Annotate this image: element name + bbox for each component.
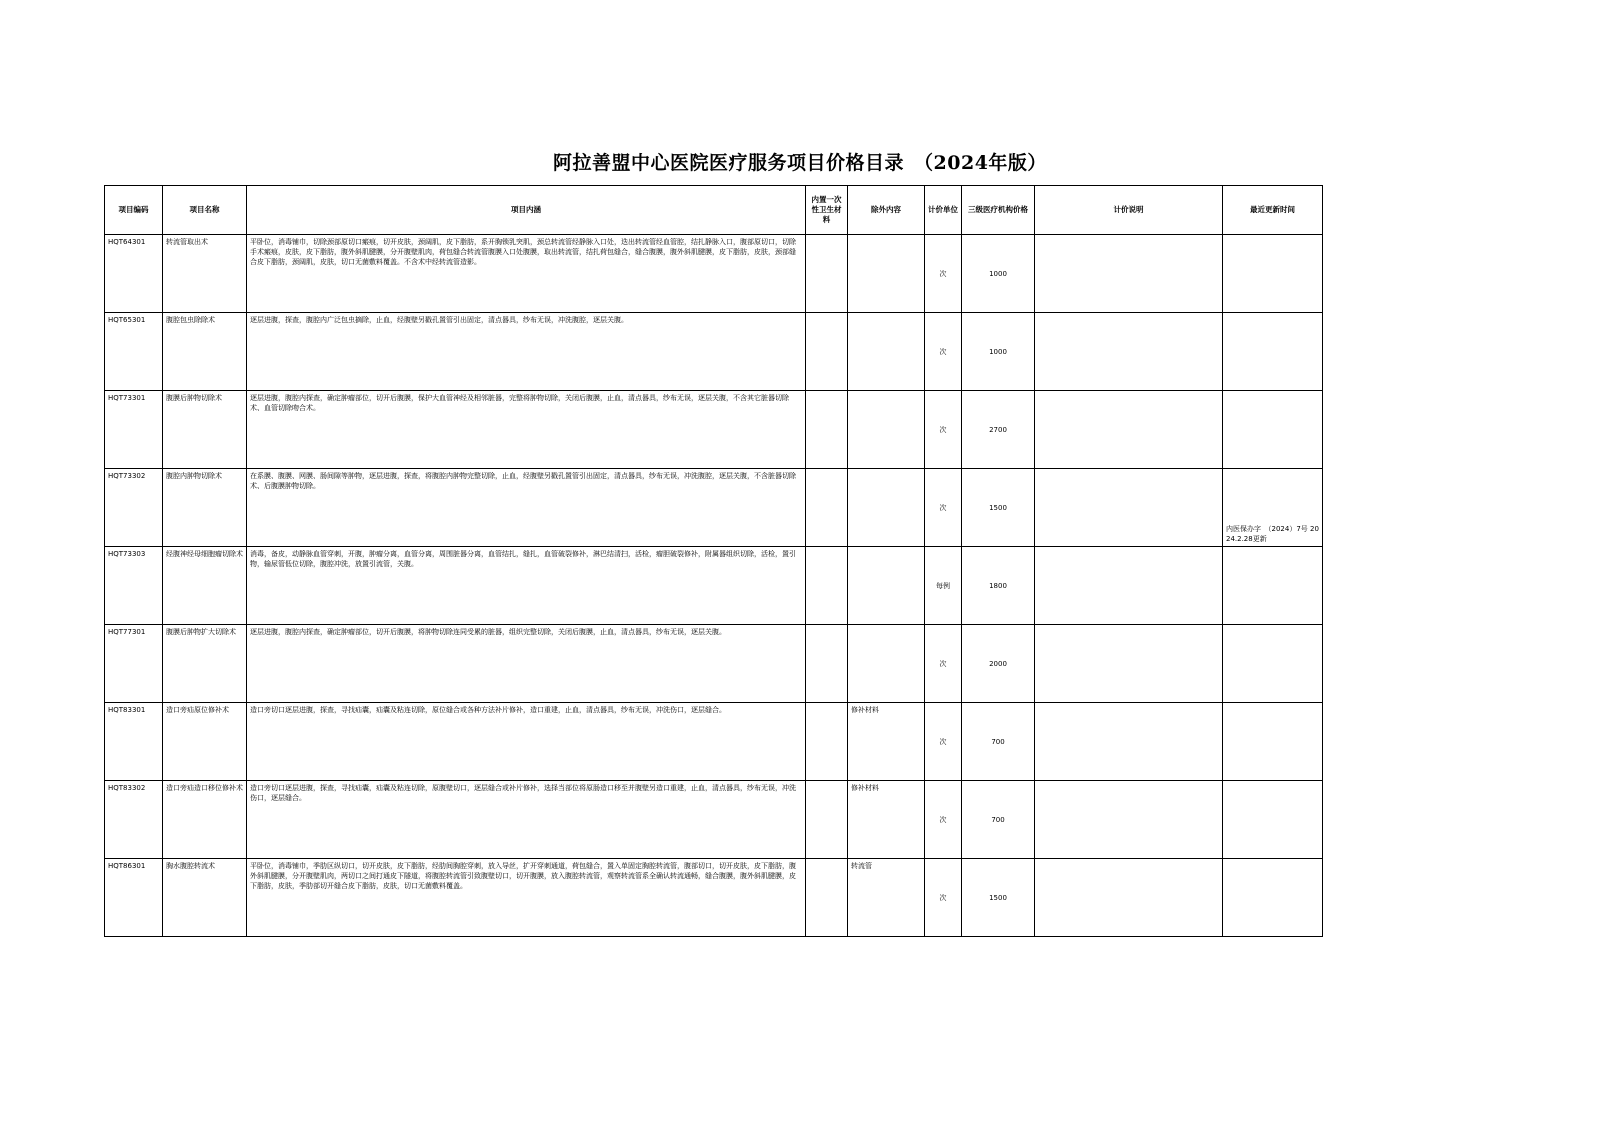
cell-excluded (848, 469, 925, 547)
cell-updated (1223, 235, 1323, 313)
cell-content: 逐层进腹，腹腔内探查，确定肿瘤部位，切开后腹膜，将肿物切除连同受累的脏器，组织完整切除，关闭后腹膜，止血，清点器具，纱布无误，逐层关腹。 (247, 625, 806, 703)
cell-disposable (806, 781, 848, 859)
cell-pricing-note (1035, 235, 1223, 313)
cell-updated (1223, 391, 1323, 469)
cell-unit: 次 (925, 781, 962, 859)
cell-content: 消毒，备皮，动静脉血管穿刺，开腹，肿瘤分离，血管分离，周围脏器分离，血管结扎，缝扎，血管破裂修补，淋巴结清扫，活检，瘤胆破裂修补，附属器组织切除，活检，置引物，输尿管低位切除，腹腔冲洗，放置引流管，关腹。 (247, 547, 806, 625)
table-row (105, 859, 1323, 937)
cell-pricing-note (1035, 859, 1223, 937)
cell-unit: 次 (925, 859, 962, 937)
cell-name: 转流管取出术 (163, 235, 247, 313)
cell-updated (1223, 625, 1323, 703)
table-header-row (105, 186, 1323, 235)
table-row (105, 781, 1323, 859)
cell-price: 700 (962, 781, 1035, 859)
cell-content: 平卧位，消毒铺巾，季肋区纵切口，切开皮肤，皮下脂肪，经肋间胸腔穿刺，放入导丝，扩开穿刺通道，荷包缝合，置入单固定胸腔转流管，腹部切口，切开皮肤，皮下脂肪，腹外斜肌腱膜，分开腹壁肌肉，两切口之间打通皮下隧道，将腹腔转流管引致腹壁切口，切开腹膜，放入腹腔转流管，观察转流管系全确认转流通畅，缝合腹膜，腹外斜肌腱膜，皮下脂肪，皮肤，季肋部切开缝合皮下脂肪，皮肤，切口无菌敷料覆盖。 (247, 859, 806, 937)
cell-disposable (806, 313, 848, 391)
cell-content: 逐层进腹，腹腔内探查，确定肿瘤部位，切开后腹膜，保护大血管神经及相邻脏器，完整将肿物切除，关闭后腹膜，止血，清点器具，纱布无误，逐层关腹，不含其它脏器切除术、血管切除吻合术。 (247, 391, 806, 469)
cell-excluded (848, 625, 925, 703)
cell-code: HQT73301 (105, 391, 163, 469)
header-pricing-note: 计价说明 (1035, 186, 1223, 235)
cell-content: 平卧位，消毒铺巾，切除颈部原切口瘢痕，切开皮肤，颈阔肌，皮下脂肪，系开胸锁乳突肌，颈总转流管经静脉入口处，迭出转流管经血管腔，结扎静脉入口，腹部原切口，切除手术瘢痕，皮肤，皮下脂肪，腹外斜肌腱膜，分开腹壁肌肉，荷包缝合转流管腹膜入口处腹膜，取出转流管，结扎荷包缝合，缝合腹膜，腹外斜肌腱膜，皮下脂肪，皮肤，颈部缝合皮下脂肪，颈阔肌，皮肤，切口无菌敷料覆盖。不含术中经转流管造影。 (247, 235, 806, 313)
cell-updated: 内医保办字 （2024）7号 2024.2.28更新 (1223, 469, 1323, 547)
cell-name: 胸水腹腔转流术 (163, 859, 247, 937)
cell-disposable (806, 235, 848, 313)
cell-price: 700 (962, 703, 1035, 781)
cell-price: 1500 (962, 469, 1035, 547)
cell-updated (1223, 547, 1323, 625)
cell-unit: 次 (925, 469, 962, 547)
cell-unit: 次 (925, 313, 962, 391)
cell-pricing-note (1035, 469, 1223, 547)
cell-price: 2000 (962, 625, 1035, 703)
cell-pricing-note (1035, 391, 1223, 469)
cell-disposable (806, 625, 848, 703)
header-price: 三级医疗机构价格 (962, 186, 1035, 235)
cell-updated (1223, 703, 1323, 781)
cell-code: HQT83301 (105, 703, 163, 781)
page-title: 阿拉善盟中心医院医疗服务项目价格目录 （2024年版） (553, 152, 1047, 174)
cell-updated (1223, 859, 1323, 937)
header-content: 项目内涵 (247, 186, 806, 235)
header-unit: 计价单位 (925, 186, 962, 235)
cell-excluded (848, 547, 925, 625)
cell-excluded (848, 391, 925, 469)
table-row (105, 625, 1323, 703)
cell-name: 腹膜后肿物切除术 (163, 391, 247, 469)
cell-unit: 次 (925, 625, 962, 703)
cell-unit: 每例 (925, 547, 962, 625)
cell-content: 在系膜、腹膜、网膜、肠间隙等肿物，逐层进腹，探查，将腹腔内肿物完整切除，止血，经腹壁另戳孔置管引出固定，清点器具，纱布无误，冲洗腹腔，逐层关腹，不含脏器切除术、后腹膜肿物切除。 (247, 469, 806, 547)
price-table (104, 185, 1323, 937)
header-excluded: 除外内容 (848, 186, 925, 235)
cell-name: 腹膜后肿物扩大切除术 (163, 625, 247, 703)
cell-content: 造口旁切口逐层进腹，探查，寻找疝囊，疝囊及粘连切除，原位缝合或各种方法补片修补，造口重建，止血，清点器具，纱布无误，冲洗伤口，逐层缝合。 (247, 703, 806, 781)
cell-unit: 次 (925, 703, 962, 781)
cell-content: 逐层进腹，探查，腹腔内广泛包虫摘除，止血，经腹壁另戳孔置管引出固定，清点器具，纱布无误，冲洗腹腔，逐层关腹。 (247, 313, 806, 391)
table-row (105, 469, 1323, 547)
cell-unit: 次 (925, 235, 962, 313)
cell-pricing-note (1035, 703, 1223, 781)
cell-name: 腹腔包虫除除术 (163, 313, 247, 391)
cell-disposable (806, 547, 848, 625)
cell-pricing-note (1035, 547, 1223, 625)
cell-disposable (806, 469, 848, 547)
cell-pricing-note (1035, 781, 1223, 859)
cell-price: 2700 (962, 391, 1035, 469)
header-disposable: 内置一次性卫生材料 (806, 186, 848, 235)
cell-pricing-note (1035, 313, 1223, 391)
cell-disposable (806, 703, 848, 781)
cell-pricing-note (1035, 625, 1223, 703)
cell-name: 经腹神经母细胞瘤切除术 (163, 547, 247, 625)
table-row (105, 313, 1323, 391)
cell-excluded (848, 235, 925, 313)
header-code: 项目编码 (105, 186, 163, 235)
table-row (105, 703, 1323, 781)
cell-code: HQT77301 (105, 625, 163, 703)
cell-code: HQT64301 (105, 235, 163, 313)
cell-unit: 次 (925, 391, 962, 469)
cell-code: HQT86301 (105, 859, 163, 937)
cell-code: HQT73302 (105, 469, 163, 547)
cell-updated (1223, 313, 1323, 391)
cell-code: HQT65301 (105, 313, 163, 391)
cell-price: 1000 (962, 313, 1035, 391)
header-name: 项目名称 (163, 186, 247, 235)
cell-disposable (806, 859, 848, 937)
cell-excluded: 转流管 (848, 859, 925, 937)
cell-price: 1800 (962, 547, 1035, 625)
cell-name: 腹腔内肿物切除术 (163, 469, 247, 547)
cell-code: HQT73303 (105, 547, 163, 625)
cell-content: 造口旁切口逐层进腹，探查，寻找疝囊，疝囊及粘连切除，原腹壁切口，逐层缝合或补片修补，选择当部位将原肠造口移至并腹壁另造口重建，止血，清点器具，纱布无误，冲洗伤口，逐层缝合。 (247, 781, 806, 859)
cell-price: 1500 (962, 859, 1035, 937)
cell-price: 1000 (962, 235, 1035, 313)
cell-disposable (806, 391, 848, 469)
cell-name: 造口旁疝原位修补术 (163, 703, 247, 781)
cell-excluded (848, 313, 925, 391)
header-updated: 最近更新时间 (1223, 186, 1323, 235)
cell-name: 造口旁疝造口移位修补术 (163, 781, 247, 859)
table-row (105, 547, 1323, 625)
cell-excluded: 修补材料 (848, 781, 925, 859)
cell-updated (1223, 781, 1323, 859)
cell-excluded: 修补材料 (848, 703, 925, 781)
table-row (105, 391, 1323, 469)
cell-code: HQT83302 (105, 781, 163, 859)
table-row (105, 235, 1323, 313)
